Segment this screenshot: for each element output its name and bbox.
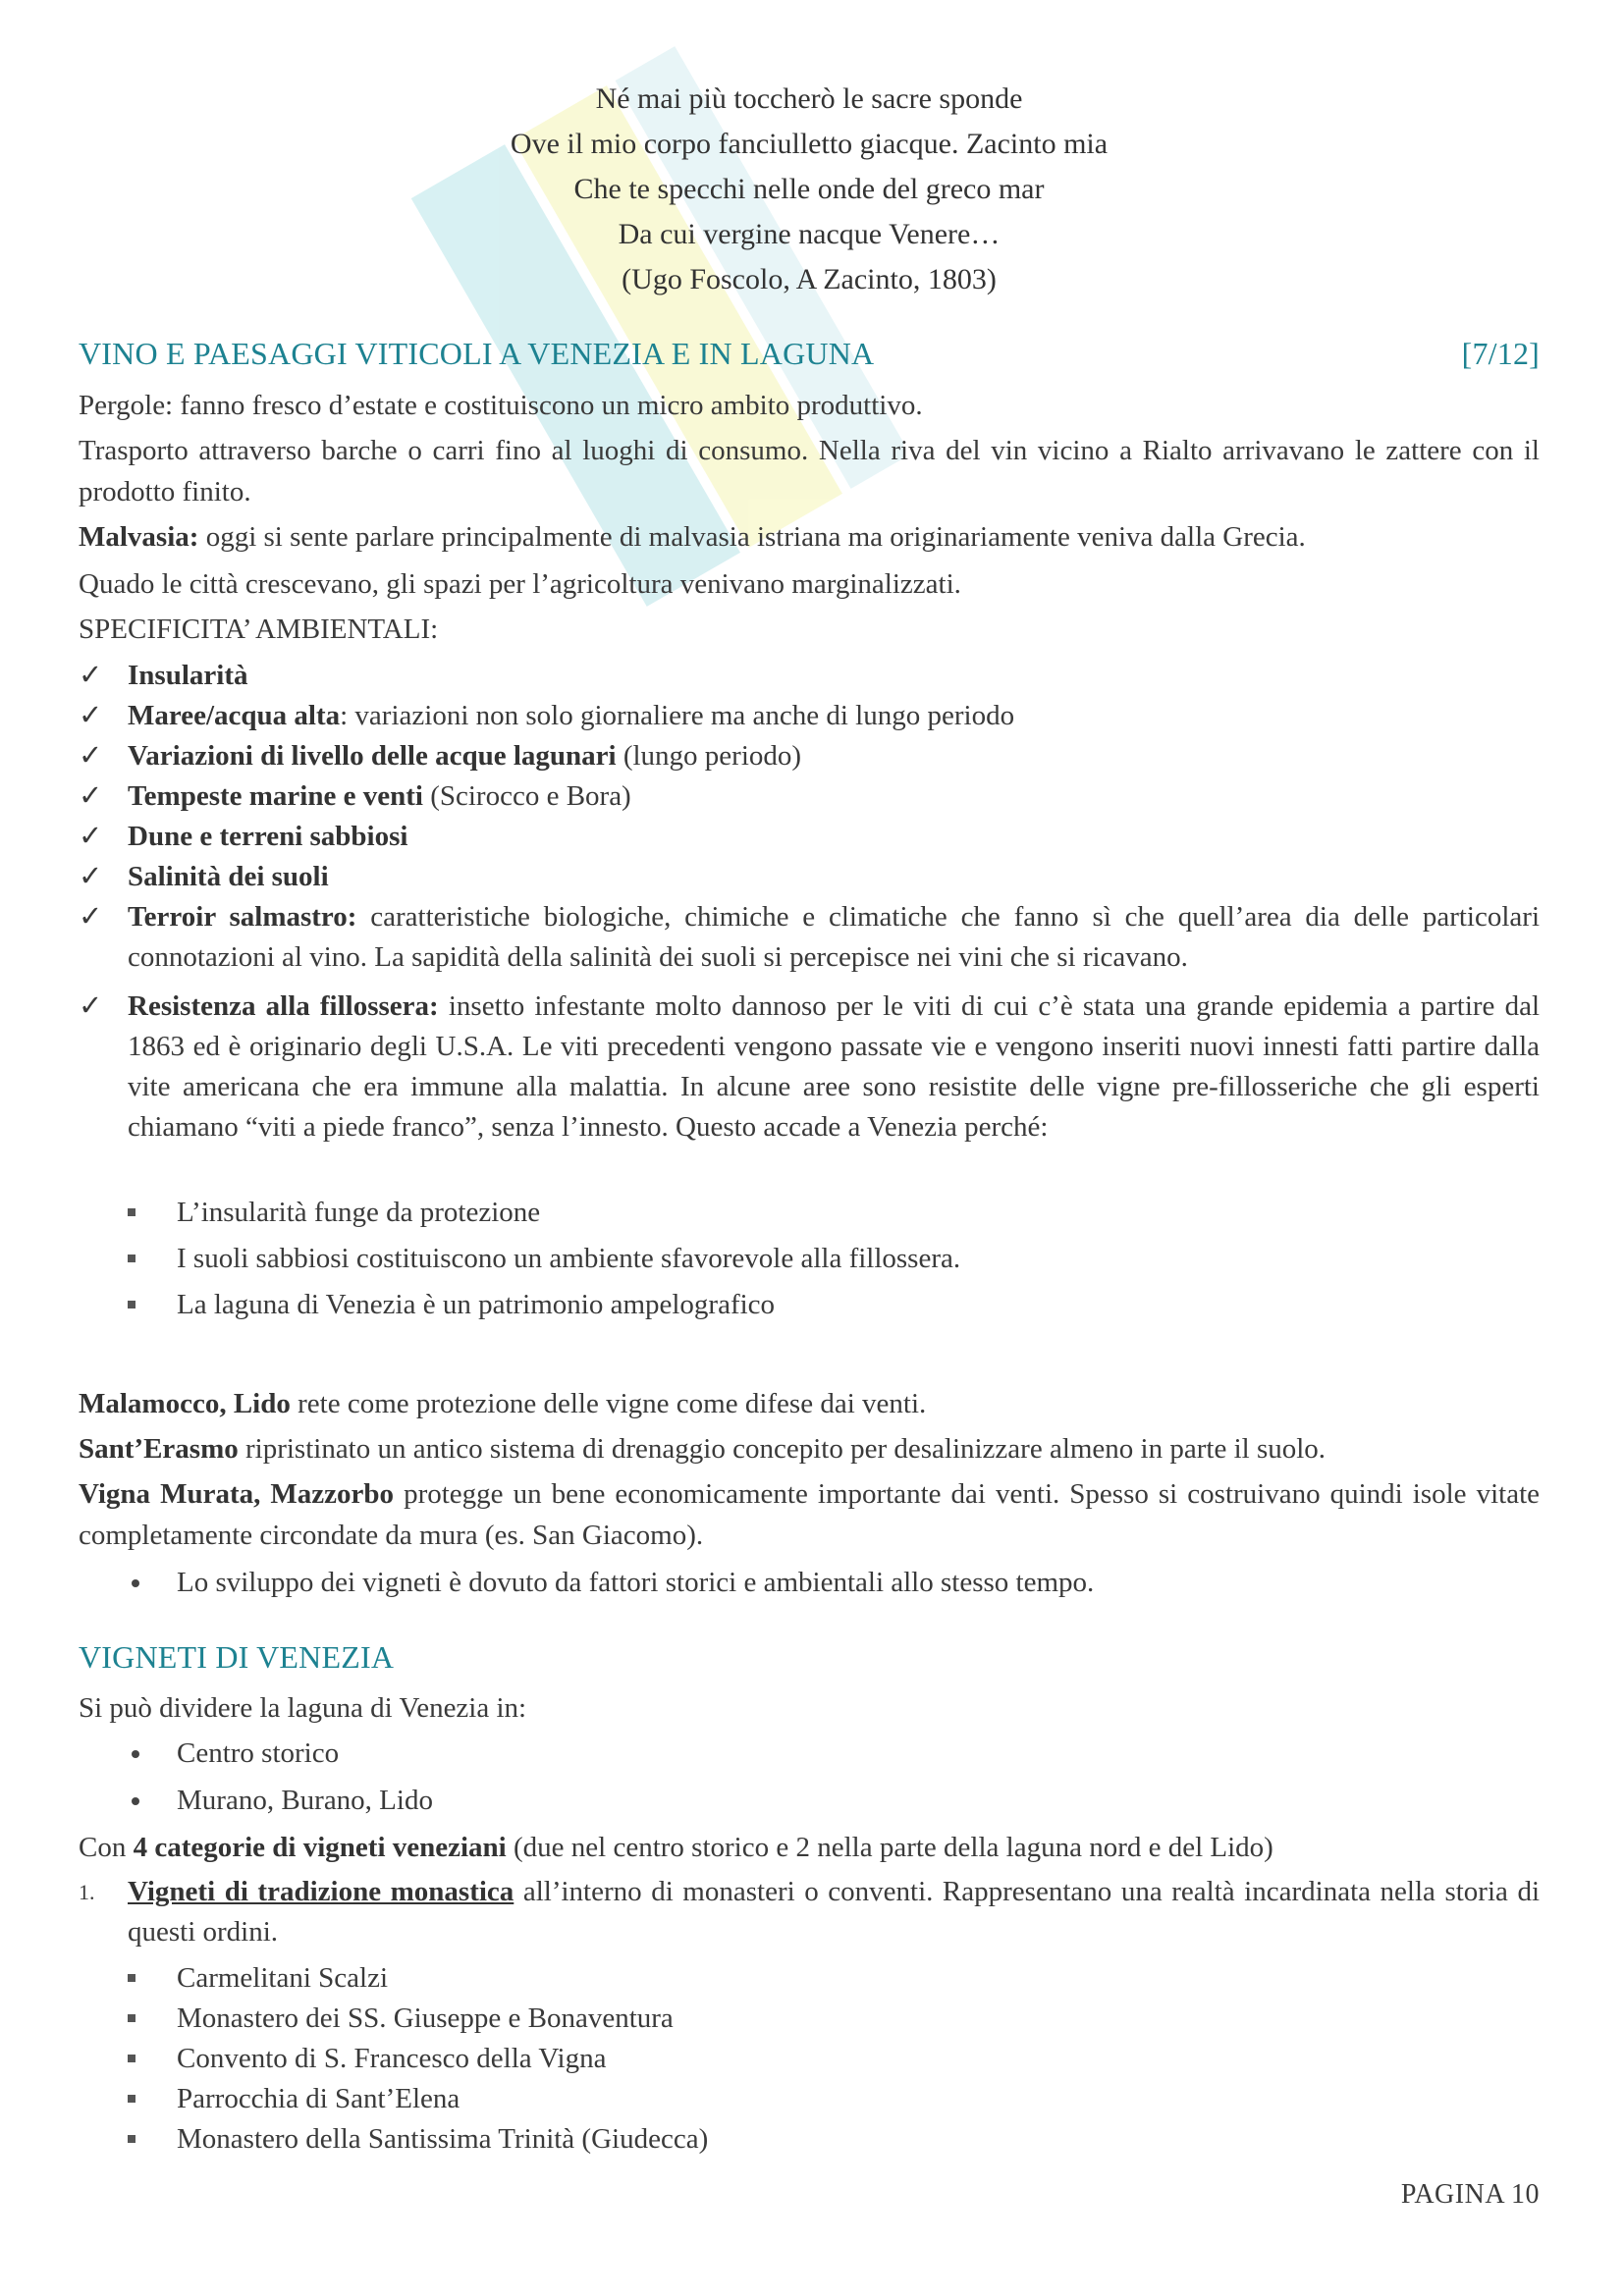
square-bullet-icon xyxy=(128,1255,135,1262)
poem-line: Ove il mio corpo fanciulletto giacque. Zacinto mia xyxy=(510,128,1109,160)
page-ref: [7/12] xyxy=(1461,336,1540,371)
square-bullet-icon xyxy=(128,1974,135,1982)
checkmark-icon: ✓ xyxy=(79,821,103,852)
poem-line: Da cui vergine nacque Venere… xyxy=(618,218,1001,250)
square-bullet-icon xyxy=(128,2135,135,2143)
square-bullet-icon xyxy=(128,2095,135,2103)
paragraph-categorie: Con 4 categorie di vigneti veneziani (due nel centro storico e 2 nella parte della laguna nord e del Lido) xyxy=(79,1832,1273,1863)
paragraph-malamocco: Malamocco, Lido rete come protezione delle vigne come difese dai venti. xyxy=(79,1388,927,1419)
paragraph-pergole: Pergole: fanno fresco d’estate e costituiscono un micro ambito produttivo. xyxy=(79,390,923,421)
section-heading-vino xyxy=(79,336,1540,372)
checkmark-icon: ✓ xyxy=(79,780,103,812)
checkmark-icon: ✓ xyxy=(79,990,103,1022)
square-bullet-icon xyxy=(128,1301,135,1308)
paragraph-intro: Si può dividere la laguna di Venezia in: xyxy=(79,1692,527,1724)
page-number: PAGINA 10 xyxy=(1400,2179,1540,2210)
paragraph-santerasmo: Sant’Erasmo ripristinato un antico sistema di drenaggio concepito per desalinizzare almeno in parte il suolo. xyxy=(79,1433,1326,1465)
section-title: VINO E PAESAGGI VITICOLI A VENEZIA E IN LAGUNA xyxy=(79,336,875,371)
bullet-dot-icon xyxy=(132,1750,139,1758)
paragraph-citta: Quado le città crescevano, gli spazi per l’agricoltura venivano marginalizzati. xyxy=(79,568,961,600)
square-bullet-icon xyxy=(128,2055,135,2062)
poem-citation: (Ugo Foscolo, A Zacinto, 1803) xyxy=(622,263,997,295)
section-title: VIGNETI DI VENEZIA xyxy=(79,1639,395,1675)
checkmark-icon: ✓ xyxy=(79,901,103,933)
paragraph-vigna-murata: Vigna Murata, Mazzorbo protegge un bene economicamente importante dai venti. Spesso si costruivano quindi isole vitate completamente circondate da mura (es. San Giacomo). xyxy=(79,1478,1540,1551)
item-number: 1. xyxy=(79,1880,95,1904)
paragraph-trasporto: Trasporto attraverso barche o carri fino al luoghi di consumo. Nella riva del vin vicino a Rialto arrivavano le zattere con il prodotto finito. xyxy=(79,435,1540,507)
checkmark-icon: ✓ xyxy=(79,700,103,731)
square-bullet-icon xyxy=(128,2014,135,2022)
checkmark-icon: ✓ xyxy=(79,740,103,772)
poem-line: Né mai più toccherò le sacre sponde xyxy=(595,82,1023,115)
checkmark-icon: ✓ xyxy=(79,660,103,691)
paragraph-specificita: SPECIFICITA’ AMBIENTALI: xyxy=(79,614,439,645)
poem-quote xyxy=(79,77,1540,302)
paragraph-malvasia: Malvasia: oggi si sente parlare principalmente di malvasia istriana ma originariamente veniva dalla Grecia. xyxy=(79,521,1306,553)
square-bullet-icon xyxy=(128,1208,135,1216)
section-heading-vigneti xyxy=(79,1639,1540,1676)
poem-line: Che te specchi nelle onde del greco mar xyxy=(573,173,1045,205)
checkmark-icon: ✓ xyxy=(79,861,103,892)
bullet-dot-icon xyxy=(132,1797,139,1805)
term-malvasia: Malvasia: xyxy=(79,521,199,553)
bullet-dot-icon xyxy=(132,1579,139,1587)
